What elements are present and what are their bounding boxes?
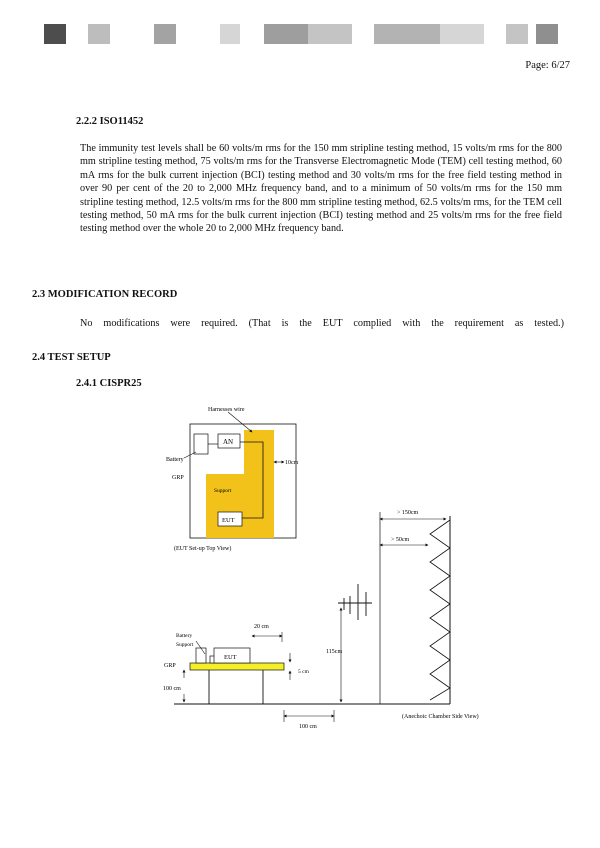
an-label: AN bbox=[223, 438, 234, 446]
top-view bbox=[166, 407, 299, 552]
grp-label: GRP bbox=[172, 475, 184, 481]
eut-label: EUT bbox=[224, 654, 237, 661]
grp-bar bbox=[190, 663, 284, 670]
dim-20-label: 20 cm bbox=[254, 624, 269, 630]
side-view-caption: (Anechoic Chamber Side View) bbox=[402, 714, 479, 720]
iso11452-paragraph: The immunity test levels shall be 60 volts/m rms for the 150 mm stripline testing method, 15 volts/m rms for the 800 mm stripline testing method, 75 volts/m rms for the Transverse Electromagnetic Mode (TEM) cell testing method, 60 mA rms for the bulk current injection (BCI) testing method and 30 volts/m rms for the free field testing method in over 90 per cent of the 20 to 2,000 MHz frequency band, and to a minimum of 50 volts/m rms for the 150 mm stripline testing method, 12.5 volts/m rms for the 800 mm stripline testing method, 62.5 volts/m rms, for the TEM cell testing method, 50 mA rms for the bulk current injection (BCI) testing method and 25 volts/m rms for the free field testing method over the whole 20 to 2,000 MHz frequency band. bbox=[80, 143, 562, 235]
height-5-label: 5 cm bbox=[298, 669, 309, 675]
height-115-label: 115cm bbox=[326, 649, 343, 655]
section-heading-2-3: 2.3 MODIFICATION RECORD bbox=[32, 289, 178, 300]
support-area bbox=[206, 474, 262, 538]
section-heading-2-4-1: 2.4.1 CISPR25 bbox=[76, 378, 142, 389]
distance-150-label: > 150cm bbox=[397, 510, 419, 516]
modification-text: No modifications were required. (That is the EUT complied with the requirement as tested.) bbox=[80, 318, 564, 329]
support-label: Support bbox=[214, 488, 232, 494]
support-label: Support bbox=[176, 642, 194, 648]
section-heading-2-4: 2.4 TEST SETUP bbox=[32, 352, 111, 363]
spacing-label: 10cm bbox=[285, 460, 299, 466]
harnesses-leader bbox=[228, 412, 252, 432]
absorber-cones bbox=[430, 520, 450, 700]
dim-100-bottom-label: 100 cm bbox=[299, 724, 317, 730]
battery-label: Battery bbox=[176, 633, 193, 639]
eut-label: EUT bbox=[222, 517, 235, 524]
page-number: Page: 6/27 bbox=[525, 60, 570, 71]
distance-50-label: > 50cm bbox=[391, 537, 410, 543]
grp-label: GRP bbox=[164, 663, 176, 669]
battery-label: Battery bbox=[166, 457, 184, 463]
side-view bbox=[163, 510, 479, 730]
section-heading-2-2-2: 2.2.2 ISO11452 bbox=[76, 116, 144, 127]
battery-box bbox=[196, 648, 206, 663]
top-view-caption: (EUT Set-up Top View) bbox=[174, 546, 232, 552]
antenna bbox=[338, 584, 372, 620]
battery-box bbox=[194, 434, 208, 454]
height-100-label: 100 cm bbox=[163, 686, 181, 692]
harnesses-label: Harnesses wire bbox=[208, 407, 245, 413]
